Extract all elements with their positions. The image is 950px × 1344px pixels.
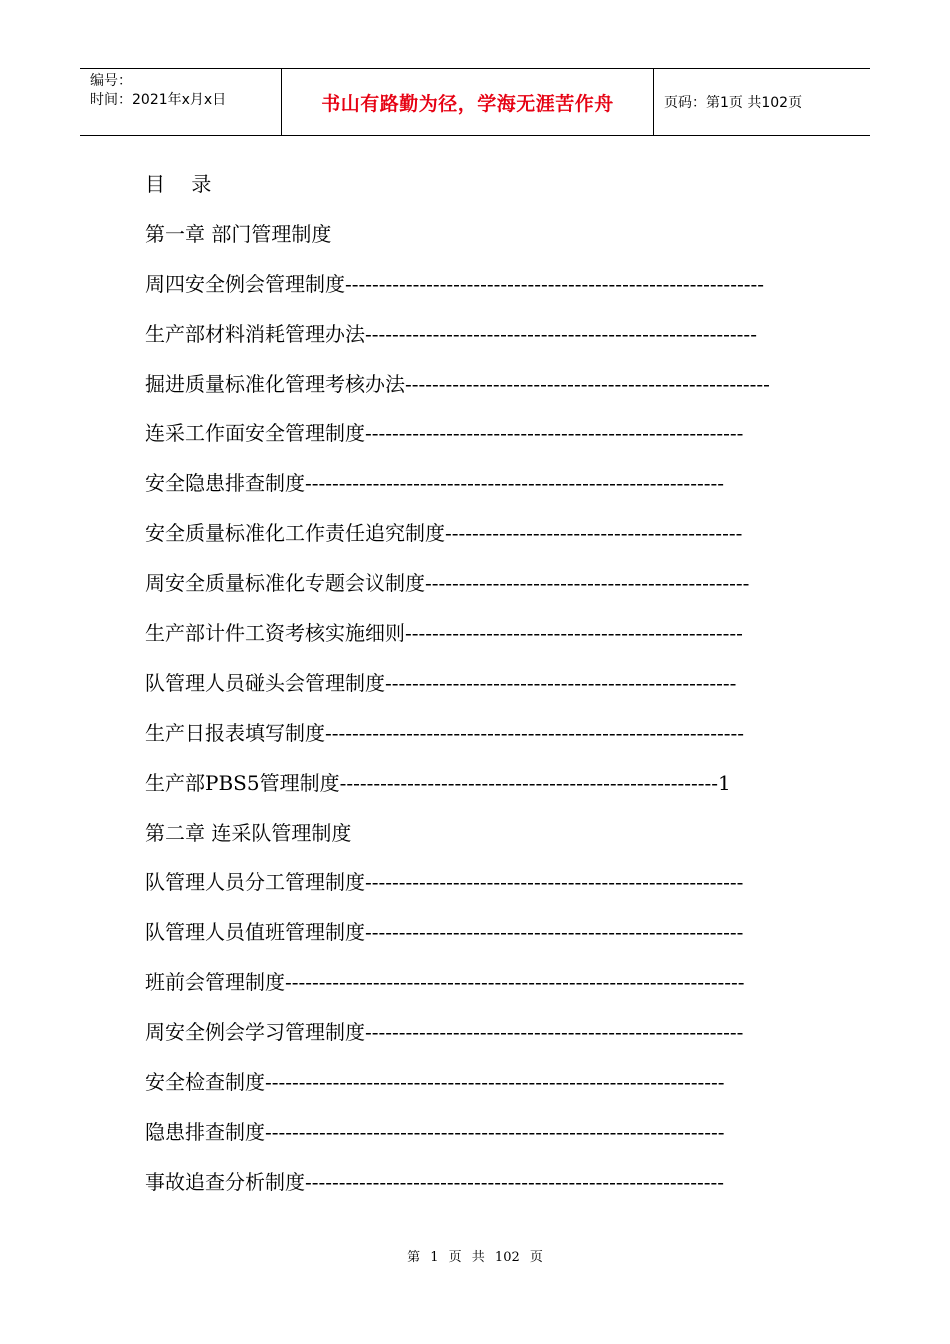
toc-entry: 事故追查分析制度-------------------------------------------------------------- xyxy=(145,1169,724,1194)
toc-entry: 安全隐患排查制度-------------------------------------------------------------- xyxy=(145,471,724,496)
toc-entry: 班前会管理制度-------------------------------------------------------------------- xyxy=(145,970,745,995)
table-of-contents xyxy=(145,160,845,1208)
toc-entry: 隐患排查制度-------------------------------------------------------------------- xyxy=(145,1119,725,1144)
toc-entry: 队管理人员分工管理制度-------------------------------------------------------- xyxy=(145,870,744,895)
toc-entry: 生产部计件工资考核实施细则-------------------------------------------------- xyxy=(145,621,743,646)
header-page-info: 页码：第1页 共102页 xyxy=(664,95,803,111)
toc-entry: 周安全质量标准化专题会议制度------------------------------------------------ xyxy=(145,571,750,596)
toc-entry: 周安全例会学习管理制度-------------------------------------------------------- xyxy=(145,1020,744,1045)
page-header xyxy=(80,68,870,136)
document-number-label: 编号： xyxy=(90,73,132,89)
header-motto: 书山有路勤为径，学海无涯苦作舟 xyxy=(282,69,654,135)
toc-entry: 生产部PBS5管理制度--------------------------------------------------------1 xyxy=(145,770,731,795)
toc-entry: 周四安全例会管理制度-------------------------------------------------------------- xyxy=(145,271,764,296)
toc-entry: 生产部材料消耗管理办法---------------------------------------------------------- xyxy=(145,321,757,346)
toc-entry: 安全质量标准化工作责任追究制度-------------------------------------------- xyxy=(145,521,743,546)
toc-chapter-heading: 第一章 部门管理制度 xyxy=(145,221,332,246)
toc-title: 目 录 xyxy=(145,172,222,196)
page-footer: 第 1 页 共 102 页 xyxy=(407,1250,543,1265)
toc-entry: 队管理人员碰头会管理制度---------------------------------------------------- xyxy=(145,670,737,695)
toc-chapter-heading: 第二章 连采队管理制度 xyxy=(145,820,352,845)
toc-entry: 安全检查制度-------------------------------------------------------------------- xyxy=(145,1070,725,1095)
toc-entry: 连采工作面安全管理制度-------------------------------------------------------- xyxy=(145,421,744,446)
toc-entry: 生产日报表填写制度-------------------------------------------------------------- xyxy=(145,720,744,745)
toc-entry: 掘进质量标准化管理考核办法------------------------------------------------------ xyxy=(145,371,770,396)
document-date: 时间：2021年x月x日 xyxy=(90,92,227,108)
toc-entry: 队管理人员值班管理制度-------------------------------------------------------- xyxy=(145,920,744,945)
header-meta xyxy=(80,69,282,135)
